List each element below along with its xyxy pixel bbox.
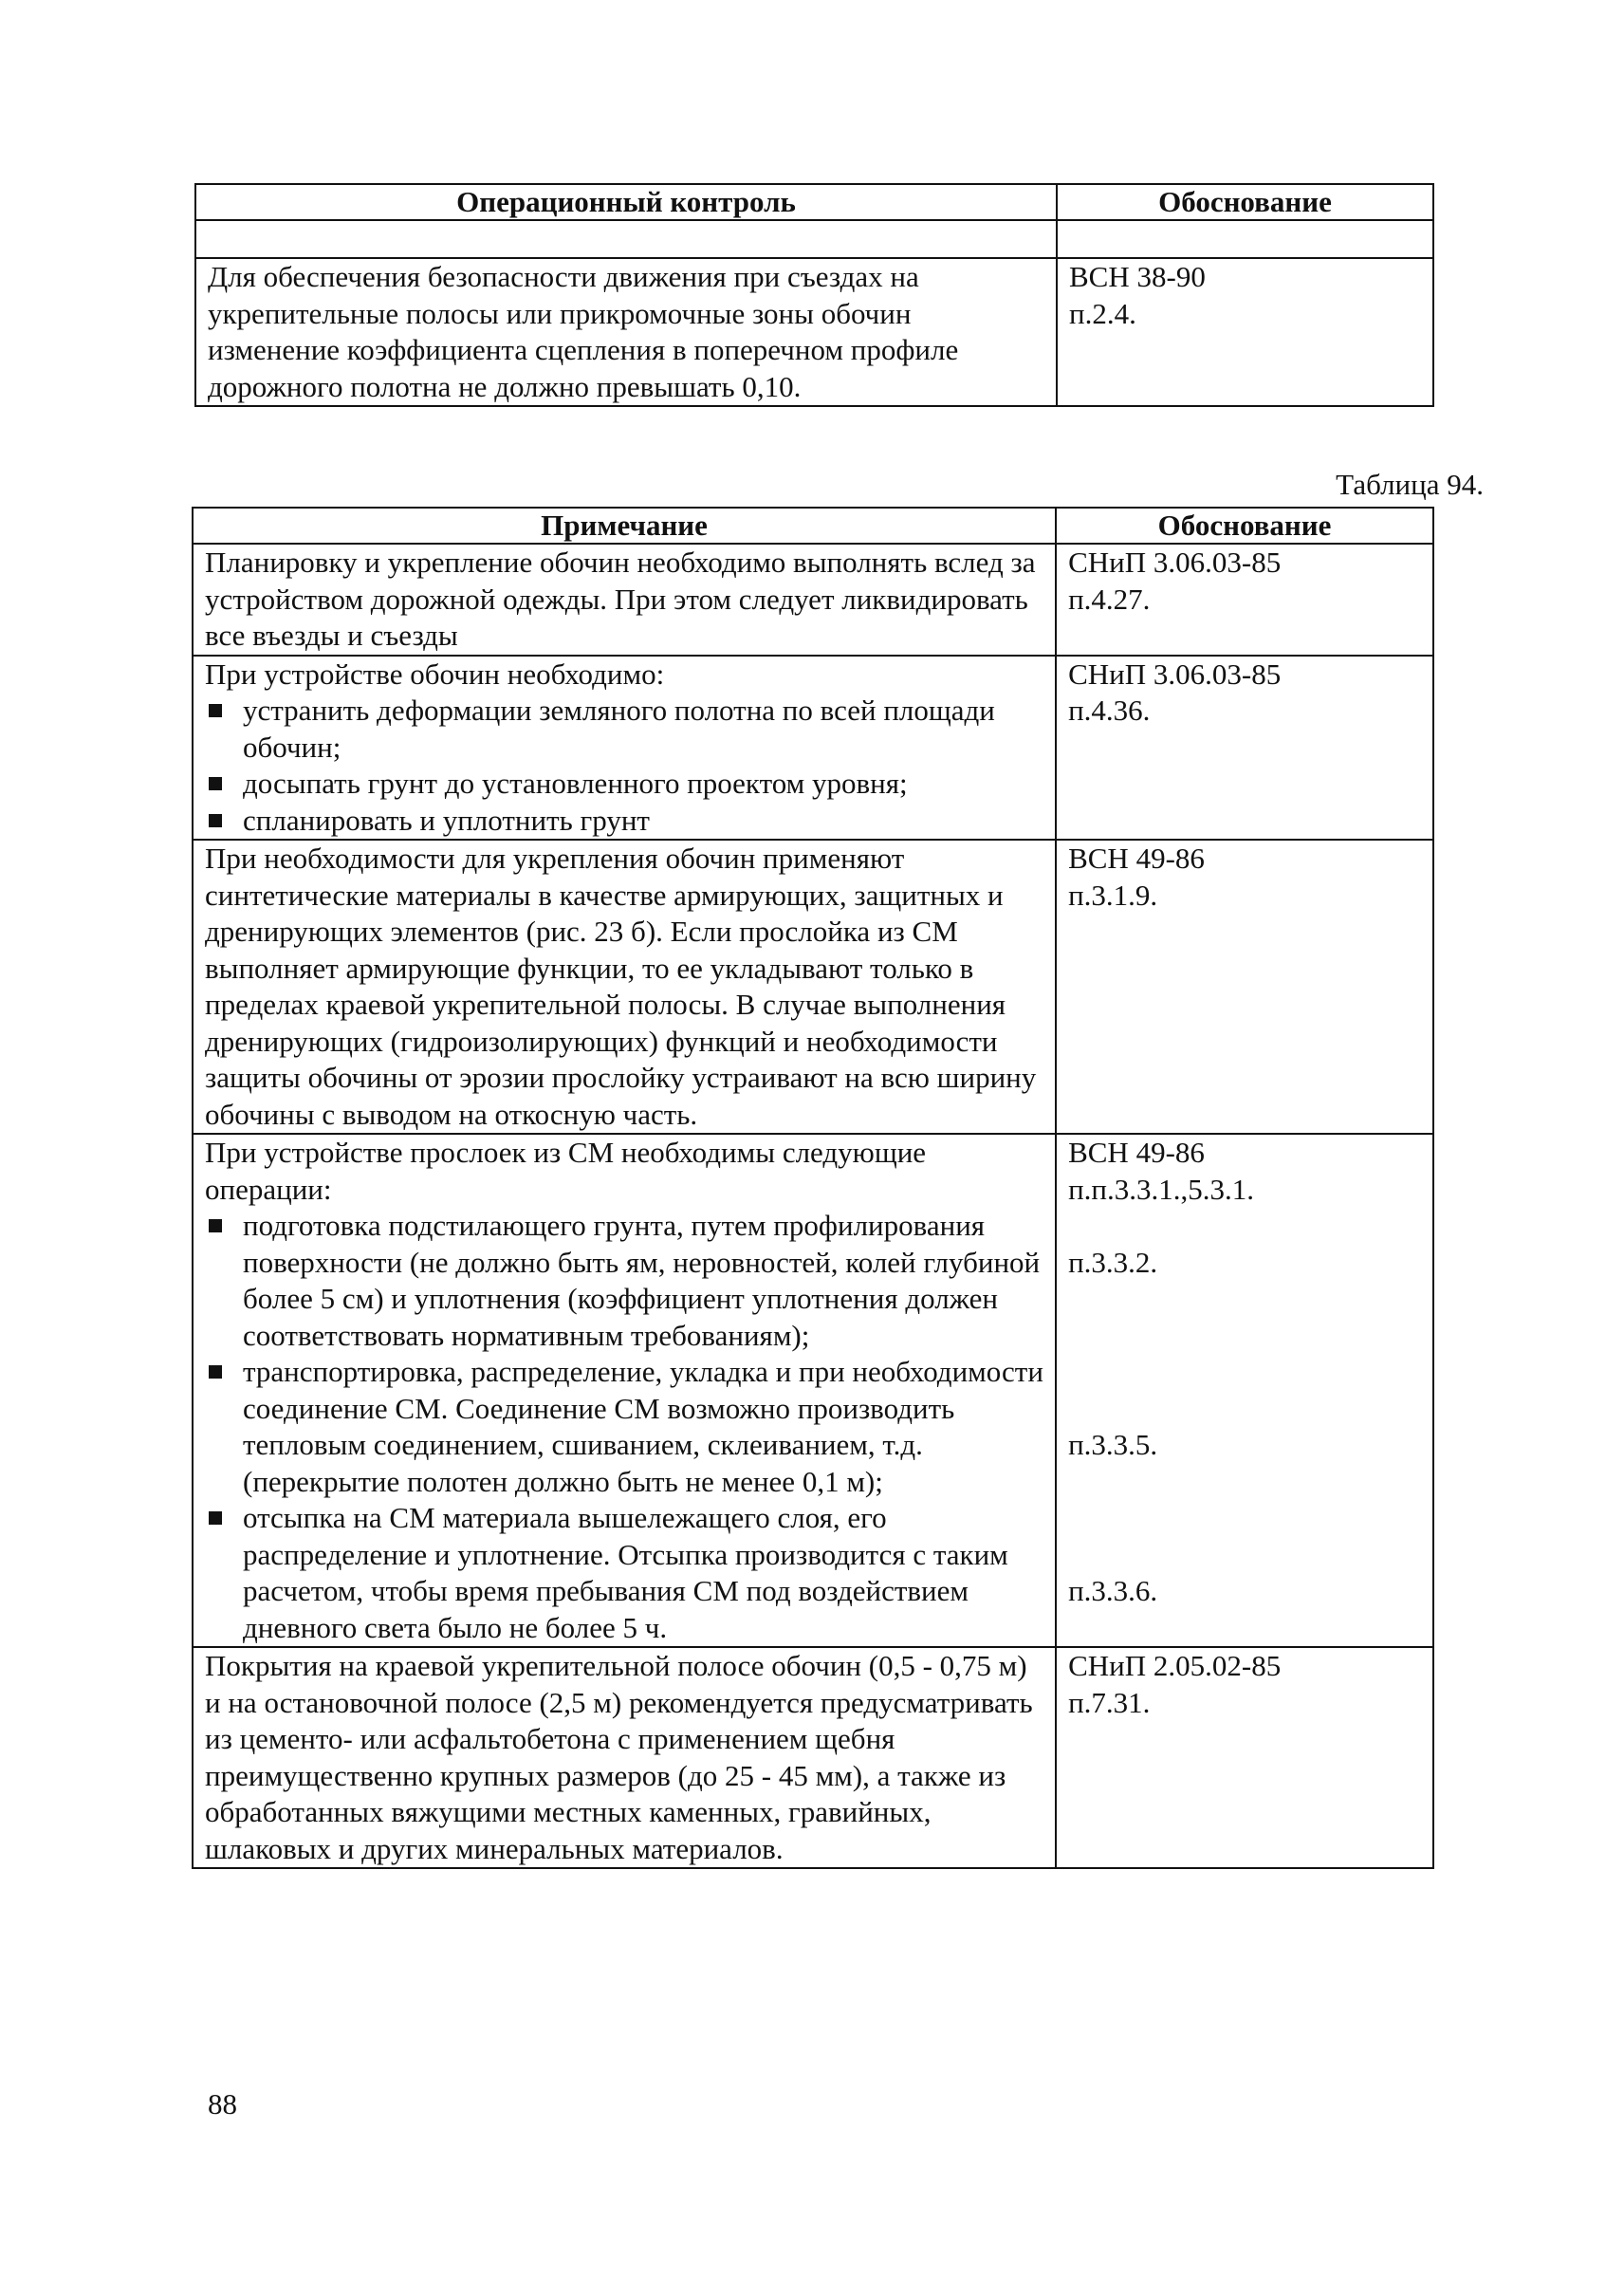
list-item: транспортировка, распределение, укладка и при необходимости соединение СМ. Соединение СМ возможно производить тепловым соединением, сшиванием, склеиванием, т.д.(перекрытие полотен должно быть не менее 0,1 м); [205, 1354, 1043, 1500]
row-reference [1056, 544, 1433, 656]
row-text [193, 656, 1056, 841]
row-reference [1056, 1647, 1433, 1868]
row-text [193, 1134, 1056, 1647]
bullet-square-icon [209, 777, 222, 790]
list-item: спланировать и уплотнить грунт [205, 803, 1043, 840]
ref-clause: п.3.3.6. [1068, 1574, 1158, 1607]
row-reference [1056, 1134, 1433, 1647]
table-header-row [195, 184, 1433, 220]
ref-clause: п.7.31. [1068, 1685, 1151, 1719]
table-row [193, 1647, 1433, 1868]
ref-document: ВСН 49-86 [1068, 1136, 1205, 1169]
ref-clause: п.3.3.2. [1068, 1245, 1158, 1279]
table-header-row [193, 508, 1433, 544]
row-reference [1056, 656, 1433, 841]
header-note: Примечание [193, 508, 1056, 544]
header-operational-control: Операционный контроль [195, 184, 1057, 220]
bullet-square-icon [209, 814, 222, 827]
table-row [193, 1134, 1433, 1647]
page-number: 88 [208, 2087, 237, 2120]
table-caption: Таблица 94. [1336, 468, 1484, 501]
ref-clause: п.4.27. [1068, 582, 1151, 616]
table-row [195, 258, 1433, 406]
list-item: отсыпка на СМ материала вышележащего слоя, его распределение и уплотнение. Отсыпка производится с таким расчетом, чтобы время пребывания СМ под воздействием дневного света было не более 5 ч. [205, 1500, 1043, 1646]
table-row [193, 656, 1433, 841]
ref-clause: п.2.4. [1069, 296, 1136, 330]
bullet-square-icon [209, 704, 222, 717]
notes-table [192, 507, 1434, 1869]
ref-clause: п.п.3.3.1.,5.3.1. [1068, 1172, 1255, 1206]
row-reference [1056, 840, 1433, 1134]
header-justification: Обоснование [1057, 184, 1433, 220]
bullet-square-icon [209, 1511, 222, 1525]
ref-document: ВСН 38-90 [1069, 260, 1206, 293]
row-text: При необходимости для укрепления обочин применяют синтетические материалы в качестве армирующих, защитных и дренирующих элементов (рис. 23 б). Если прослойка из СМ выполняет армирующие функции, то ее укладывают только в пределах краевой укрепительной полосы. В случае выполнения дренирующих (гидроизолирующих) функций и необходимости защиты обочины от эрозии прослойку устраивают на всю ширину обочины с выводом на откосную часть. [193, 840, 1056, 1134]
operational-control-table [194, 183, 1434, 407]
list-item: досыпать грунт до установленного проектом уровня; [205, 766, 1043, 803]
table-row [193, 544, 1433, 656]
row-intro: При устройстве прослоек из СМ необходимы следующие операции: [205, 1136, 927, 1206]
bullet-square-icon [209, 1219, 222, 1232]
ref-document: СНиП 3.06.03-85 [1068, 657, 1282, 691]
ref-document: ВСН 49-86 [1068, 842, 1205, 875]
ref-clause: п.3.1.9. [1068, 878, 1158, 912]
empty-row [195, 220, 1433, 258]
header-justification: Обоснование [1056, 508, 1433, 544]
row-text: Для обеспечения безопасности движения при съездах на укрепительные полосы или прикромочные зоны обочин изменение коэффициента сцепления в поперечном профиле дорожного полотна не должно превышать 0,10. [195, 258, 1057, 406]
ref-clause: п.3.3.5. [1068, 1428, 1158, 1461]
ref-clause: п.4.36. [1068, 694, 1151, 727]
ref-document: СНиП 2.05.02-85 [1068, 1649, 1282, 1682]
bullet-square-icon [209, 1365, 222, 1379]
row-text: Планировку и укрепление обочин необходимо выполнять вслед за устройством дорожной одежды. При этом следует ликвидировать все въезды и съезды [193, 544, 1056, 656]
row-reference [1057, 258, 1433, 406]
row-text: Покрытия на краевой укрепительной полосе обочин (0,5 - 0,75 м) и на остановочной полосе (2,5 м) рекомендуется предусматривать из цементо- или асфальтобетона с применением щебня преимущественно крупных размеров (до 25 - 45 мм), а также из обработанных вяжущими местных каменных, гравийных, шлаковых и других минеральных материалов. [193, 1647, 1056, 1868]
row-intro: При устройстве обочин необходимо: [205, 657, 665, 691]
table-row [193, 840, 1433, 1134]
list-item: подготовка подстилающего грунта, путем профилирования поверхности (не должно быть ям, неровностей, колей глубиной более 5 см) и уплотнения (коэффициент уплотнения должен соответствовать нормативным требованиям); [205, 1208, 1043, 1354]
ref-document: СНиП 3.06.03-85 [1068, 546, 1282, 579]
list-item: устранить деформации земляного полотна по всей площади обочин; [205, 693, 1043, 766]
